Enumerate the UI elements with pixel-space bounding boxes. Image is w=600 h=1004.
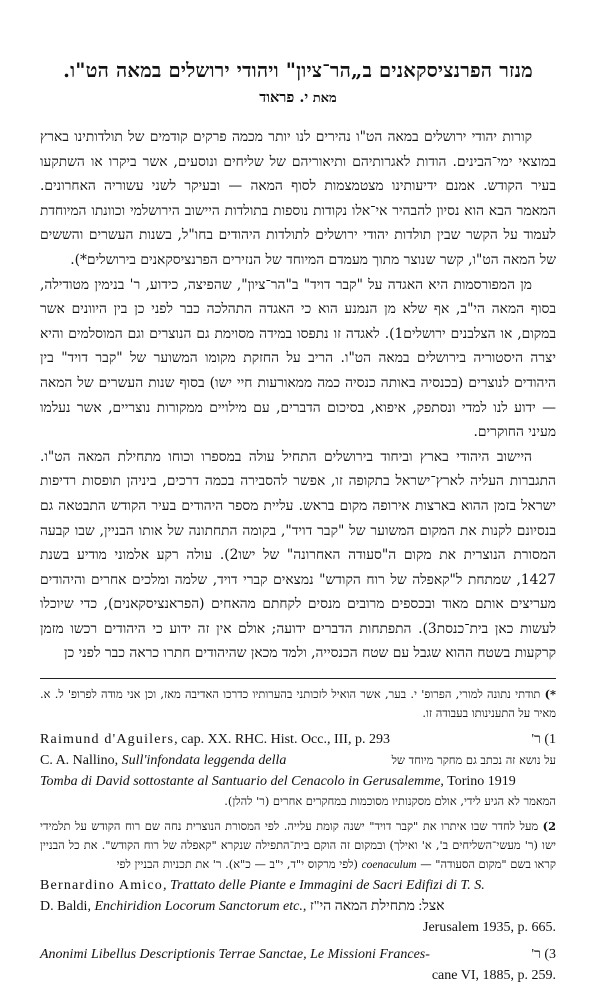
footnote-star bbox=[40, 685, 556, 723]
author-line bbox=[40, 88, 556, 109]
footnote-1-citation-line3 bbox=[40, 771, 556, 792]
citation-author: C. A. Nallino, bbox=[40, 753, 122, 769]
citation-author: Bernardino Amico bbox=[40, 878, 164, 894]
citation-rest: , אצל: מתחילת המאה הי"ז bbox=[302, 899, 445, 915]
footnote-1-hebrew-after: המאמר לא הגיע לידי, אולם מסקנותיו מסוכמות במחקרים אחרים (ר' להלן). bbox=[224, 794, 556, 809]
latin-term: coenaculum bbox=[361, 859, 417, 872]
citation-author: D. Baldi, bbox=[40, 899, 95, 915]
article-title: מנזר הפרנציסקאנים ב„הר־ציון" ויהודי ירושלים במאה הט"ו. bbox=[63, 59, 533, 82]
footnote-text: מעל לחדר שבו איתרו את "קבר דויד" ישנה קומת עלייה. לפי המסורת הנוצרית נחה שם רוח הקודש על תלמידי ישו (ר' מעשי־השליחים ב', א' ואילך) ובמקום זה הוקם בית־התפילה שנקרא "קאפלה של רוח הקודש". את כל הבניין קראו בשם "מקום הסעודה" — bbox=[40, 819, 556, 872]
citation-rest: , Torino 1919 bbox=[440, 774, 516, 790]
citation-rest: , cap. XX. RHC. Hist. Occ., III, p. 293 bbox=[174, 732, 390, 748]
footnote-marker: 3) ר' bbox=[531, 947, 556, 963]
footnote-2 bbox=[40, 817, 556, 938]
citation-title: Enchiridion Locorum Sanctorum etc. bbox=[94, 899, 303, 915]
footnote-marker: 2) bbox=[542, 819, 556, 834]
citation-author: Raimund d'Aguilers bbox=[40, 732, 175, 748]
citation-title: Tomba di David sottostante al Santuario del Cenacolo in Gerusalemme bbox=[40, 774, 441, 790]
citation-title: Sull'infondata leggenda della bbox=[121, 753, 287, 769]
author-name: י. פראוד bbox=[259, 89, 309, 106]
citation-title: , Trattato delle Piante e Immagini de Sacri bbox=[163, 878, 403, 894]
footnote-1 bbox=[40, 729, 556, 811]
footnote-1-citation-line1 bbox=[40, 729, 556, 750]
footnote-2-text bbox=[40, 817, 556, 875]
citation-title-end: Edifizi di T. S. bbox=[406, 878, 485, 894]
footnote-text-after: (לפי מרקוס י"ד, י"ב — כ"א). ר' את תכניות הבניין לפי bbox=[116, 857, 358, 872]
citation-title: Anonimi Libellus Descriptionis Terrae Sanctae, Le Missioni Frances- bbox=[40, 947, 430, 963]
footnote-2-citation-line1 bbox=[40, 875, 556, 896]
footnote-3-citation-line2: cane VI, 1885, p. 259. bbox=[431, 968, 556, 984]
footnote-divider bbox=[40, 678, 556, 679]
body-paragraph-2: מן המפורסמות היא האגדה על "קבר דויד" ב"הר־ציון", שהפיצה, כידוע, ר' בנימין מטודילה, בסוף המאה הי"ב, אף שלא מן הנמנע הוא כי האגדה התהלכה כבר לפני כן בין היוונים אשר במקום, או הצלבנים ירושלים1). לאגדה זו נתפסו במידה מסוימת גם הנוצרים וגם המוסלמים והיא יצרה היסטוריה בירושלים במאה הט"ו. הריב על החזקת מקומו המשוער של "קבר דויד" בין היהודים לנוצרים (בכנסיה באותה כנסיה כמה ממאורעות חיי ישו) בסוף שנות העשרים של המאה — ידוע לנו למדי ונסתפק, איפוא, בסיכום הדברים, עם מילויים ממקורות נוצריים, אשר נעלמו מעיני החוקרים. bbox=[40, 276, 556, 441]
author-prefix: מאת bbox=[312, 91, 337, 106]
footnotes bbox=[40, 685, 556, 986]
body-paragraph-1: קורות יהודי ירושלים במאה הט"ו נהירים לנו יותר מכמה פרקים קודמים של תולדותינו בארץ במוצאי ימי־הבינים. הודות לאגרותיהם ותיאוריהם של שליחים ונוסעים, אשר ביקרו או השתקעו בעיר הקודש. אמנם ידיעותינו מצטמצמות לסוף המאה — ובעיקר לשני עשוריה האחרונים. המאמר הבא הוא נסיון להבהיר אי־אלו נקודות נוספות בתולדות היישוב הירושלמי וכוונתו המיוחדת לעמוד על הקשר שבין תולדות יהודי ירושלים לתולדות היהודים בחו"ל, בשנות העשרים והששים של המאה הט"ו, קשר שנוצר מתוך מעמדם המיוחד של הנזירים הפרנציסקאנים בירושלים*). bbox=[40, 129, 556, 268]
footnote-1-citation-line2 bbox=[40, 750, 556, 771]
footnote-text: תודתי נתונה למורי, הפרופ' י. בער, אשר הואיל לזכותני בהערותיו כדרכו האדיבה מאז, וכן אני מודה לפרופ' ל. א. מאיר על התענינותו בעבודה זו. bbox=[40, 687, 556, 721]
body-paragraph-3: היישוב היהודי בארץ וביחוד בירושלים התחיל עולה במספרו וכוחו מתחילת המאה הט"ו. התגברות העליה לארץ־ישראל בתקופה זו, אפשר להסבירה בכמה דרכים, ביניהן תופסות רדיפות ישראל בזמן ההוא בארצות אירופה מקום בראש. עליית מספר היהודים בעיר הקודש התבטאה גם בנסיונם לקנות את המקום המשוער של "קבר דויד", בקומה התחתונה של אותו הבניין, שבו קבעה המסורת הנוצרית את מקום ה"סעודה האחרונה" של ישו2). עולה רקע אלמוני מודיע בשנת 1427, שמתחת ל"קאפלה של רוח הקודש" נמצאים קברי דויד, שלמה ומלכים אחרים והיהודים מעריצים אותם מאוד ובכספים מרובים מנסים לקחתם מהאחים (הפראנציסקאנים), כדי שיוכלו לעשות כאן בית־כנסת3). התפתחות הדברים ידועה; אולם אין זה ידוע כי היהודים רכשו מזמן קרקעות בשטח ההוא שגבל עם שטח הכנסייה, ולמד מכאן שהיהודים חתרו כראה כבר לפני כן bbox=[40, 448, 556, 662]
footnote-3-citation-line1 bbox=[40, 944, 556, 965]
article-body bbox=[40, 125, 556, 666]
footnote-3 bbox=[40, 944, 556, 986]
footnote-2-citation-line2 bbox=[40, 896, 556, 917]
footnote-marker: *) bbox=[544, 687, 556, 702]
footnote-marker: 1) ר' bbox=[531, 732, 556, 748]
footnote-hebrew-note: על נושא זה נכתב גם מחקר מיוחד של bbox=[391, 753, 556, 768]
footnote-2-citation-line3: Jerusalem 1935, p. 665. bbox=[423, 920, 556, 936]
